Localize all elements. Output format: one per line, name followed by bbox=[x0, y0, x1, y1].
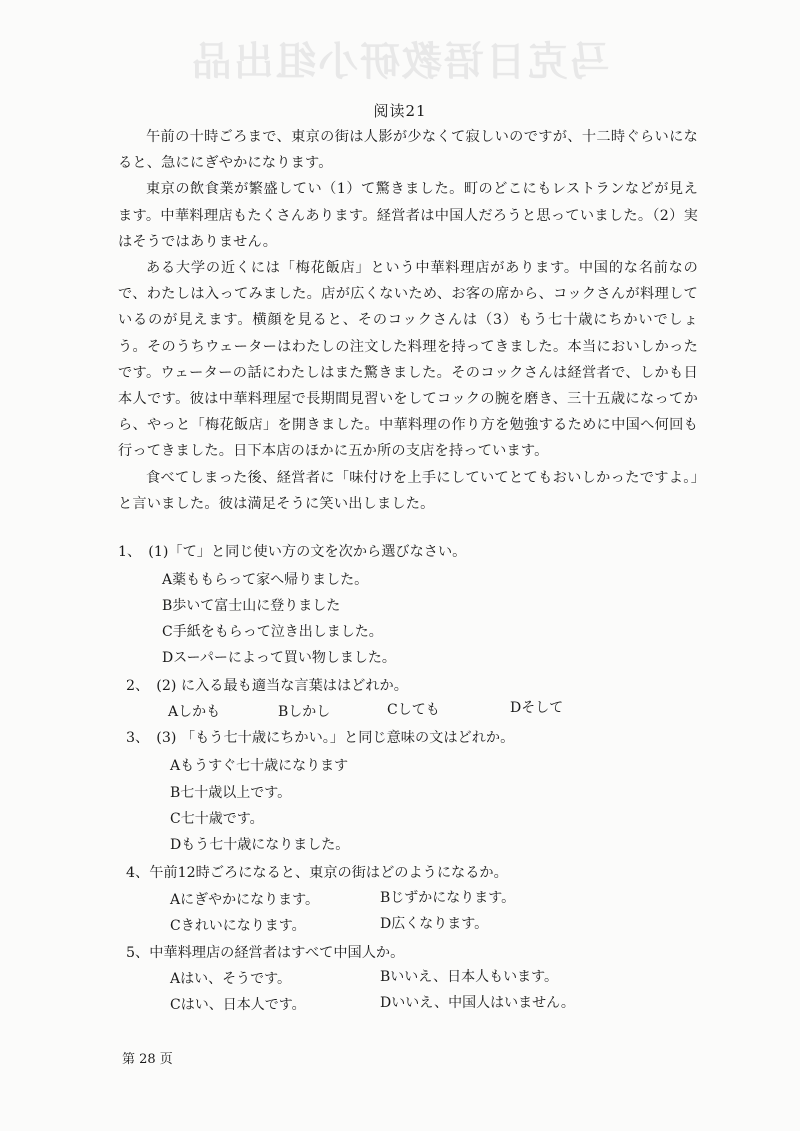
question-5-option-b: Bいいえ、日本人もいます。 bbox=[380, 969, 559, 985]
reading-passage bbox=[118, 124, 698, 517]
watermark: 马克日语教研小组出品 bbox=[190, 39, 610, 85]
question-3-option-d: Dもう七十歳になりました。 bbox=[170, 837, 350, 853]
question-3-option-b: B七十歳以上です。 bbox=[170, 785, 292, 801]
question-3: 3、 (3) 「もう七十歳にちかい。」と同じ意味の文はどれか。 bbox=[126, 730, 515, 746]
passage-paragraph: ある大学の近くには「梅花飯店」という中華料理店があります。中国的な名前なので、わたしは入ってみました。店が広くないため、お客の席から、コックさんが料理しているのが見えます。横顔を見ると、そのコックさんは（3）もう七十歳にちかいでしょう。そのうちウェーターはわたしの注文した料理を持ってきました。本当においしかったです。ウェーターの話にわたしはまた驚きました。そのコックさんは経営者で、しかも日本人です。彼は中華料理屋で長期間見習いをしてコックの腕を磨き、三十五歳になってから、やっと「梅花飯店」を開きました。中華料理の作り方を勉強するために中国へ何回も行ってきました。日下本店のほかに五か所の支店を持っています。 bbox=[118, 260, 698, 460]
question-4-option-c: Cきれいになります。 bbox=[170, 918, 306, 934]
passage-paragraph: 東京の飲食業が繁盛してい（1）て驚きました。町のどこにもレストランなどが見えます。中華料理店もたくさんあります。経営者は中国人だろうと思っていました。（2）実はそうではありません。 bbox=[118, 181, 698, 250]
question-2-option-a: Aしかも bbox=[168, 704, 221, 720]
question-1: 1、 (1)「て」と同じ使い方の文を次から選びなさい。 bbox=[118, 544, 467, 560]
question-2-option-b: Bしかし bbox=[278, 704, 331, 720]
question-2-option-c: Cしても bbox=[387, 702, 440, 718]
question-5-option-c: Cはい、日本人です。 bbox=[170, 997, 306, 1013]
passage-paragraph: 食べてしまった後、経営者に「味付けを上手にしていてとてもおいしかったですよ。」と言いました。彼は満足そうに笑い出しました。 bbox=[118, 469, 698, 512]
reading-title: 阅读21 bbox=[373, 102, 427, 120]
question-4: 4、午前12時ごろになると、東京の街はどのようになるか。 bbox=[126, 865, 508, 881]
question-4-option-a: Aにぎやかになります。 bbox=[170, 892, 319, 908]
question-2-option-d: Dそして bbox=[510, 700, 564, 716]
question-1-option-d: Dスーパーによって買い物しました。 bbox=[162, 650, 396, 666]
question-3-option-c: C七十歳です。 bbox=[170, 811, 264, 827]
question-1-option-b: B歩いて富士山に登りました bbox=[162, 598, 341, 614]
question-4-option-b: Bじずかになります。 bbox=[380, 890, 516, 906]
question-2: 2、 (2) に入る最も適当な言葉ははどれか。 bbox=[126, 678, 408, 694]
passage-paragraph: 午前の十時ごろまで、東京の街は人影が少なくて寂しいのですが、十二時ぐらいになると、急ににぎやかになります。 bbox=[118, 129, 698, 172]
question-5: 5、中華料理店の経営者はすべて中国人か。 bbox=[126, 945, 405, 961]
question-1-option-c: C手紙をもらって泣き出しました。 bbox=[162, 624, 383, 640]
question-5-option-a: Aはい、そうです。 bbox=[170, 971, 291, 987]
question-4-option-d: D広くなります。 bbox=[380, 916, 489, 932]
page-number: 第 28 页 bbox=[122, 1052, 173, 1067]
question-5-option-d: Dいいえ、中国人はいません。 bbox=[380, 995, 575, 1011]
question-1-option-a: A薬ももらって家へ帰りました。 bbox=[162, 572, 369, 588]
question-3-option-a: Aもうすぐ七十歳になります bbox=[170, 758, 349, 774]
